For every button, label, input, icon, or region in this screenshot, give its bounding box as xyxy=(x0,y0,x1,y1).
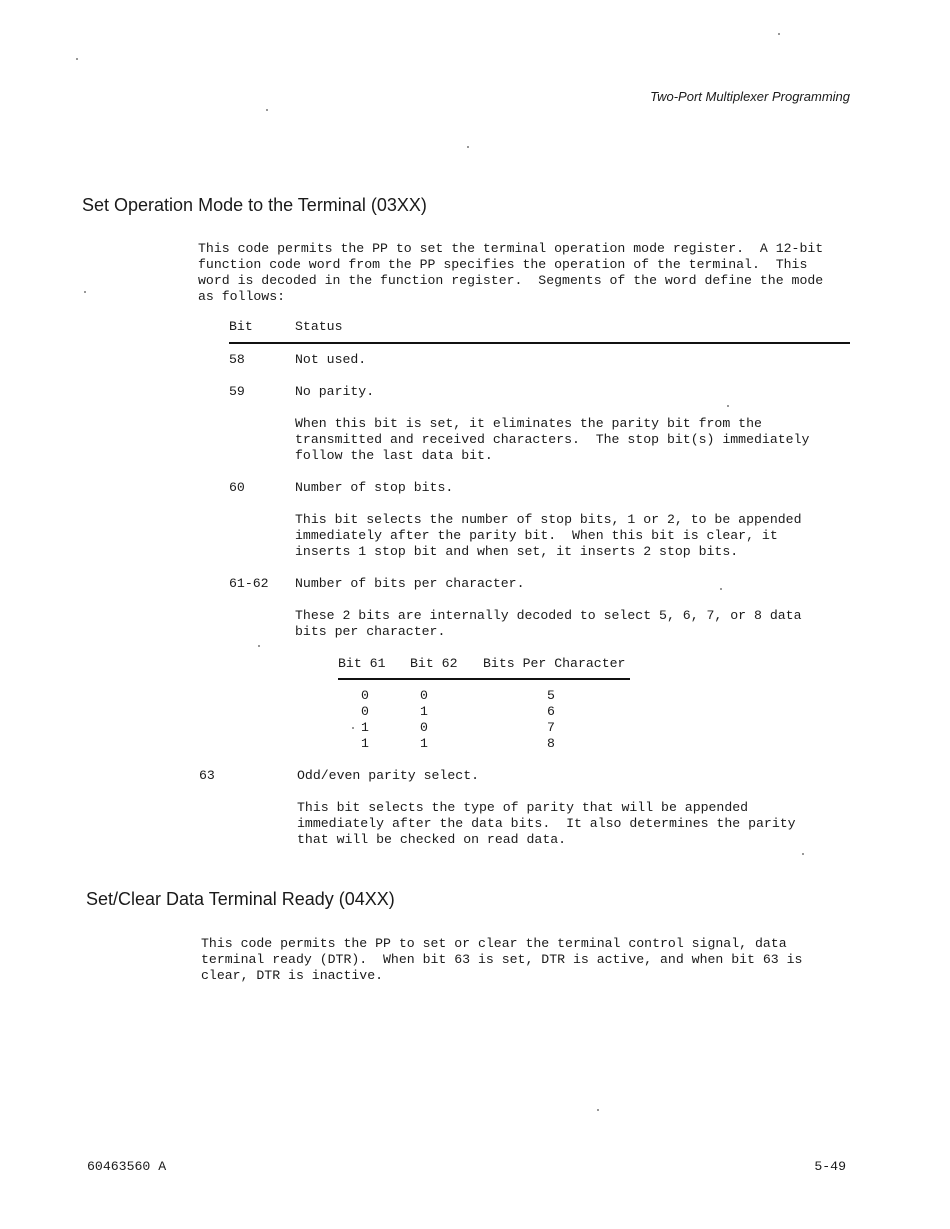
scan-speck xyxy=(84,291,86,293)
subtable-header-bit61: Bit 61 xyxy=(338,656,386,671)
scan-speck xyxy=(76,58,78,60)
text-line: that will be checked on read data. xyxy=(297,832,567,847)
bit-status: Odd/even parity select. xyxy=(297,768,480,783)
bit-number: 58 xyxy=(229,352,245,367)
subtable-cell: 0 xyxy=(420,720,428,735)
section-heading-operation-mode: Set Operation Mode to the Terminal (03XX) xyxy=(82,195,427,215)
text-line: This code permits the PP to set the terminal operation mode register. A 12-bit xyxy=(198,241,824,256)
subtable-cell: 5 xyxy=(547,688,555,703)
bit-description xyxy=(295,416,809,464)
bit-status: No parity. xyxy=(295,384,375,399)
dtr-paragraph xyxy=(201,936,802,984)
subtable-header-bit62: Bit 62 xyxy=(410,656,458,671)
subtable-header-bits-per-char: Bits Per Character xyxy=(483,656,626,671)
scan-speck xyxy=(720,588,722,590)
bit-number: 61-62 xyxy=(229,576,269,591)
bit-number: 60 xyxy=(229,480,245,495)
scan-speck xyxy=(802,853,804,855)
text-line: This bit selects the number of stop bits, 1 or 2, to be appended xyxy=(295,512,802,527)
bit-status: Number of stop bits. xyxy=(295,480,454,495)
scan-speck xyxy=(778,33,780,35)
bit-description xyxy=(295,608,801,640)
text-line: as follows: xyxy=(198,289,286,304)
bit-description xyxy=(295,512,801,560)
text-line: follow the last data bit. xyxy=(295,448,493,463)
page-number: 5-49 xyxy=(814,1159,846,1174)
subtable-cell: 1 xyxy=(361,720,369,735)
text-line: inserts 1 stop bit and when set, it inserts 2 stop bits. xyxy=(295,544,739,559)
text-line: These 2 bits are internally decoded to select 5, 6, 7, or 8 data xyxy=(295,608,802,623)
text-line: This bit selects the type of parity that will be appended xyxy=(297,800,749,815)
text-line: This code permits the PP to set or clear the terminal control signal, data xyxy=(201,936,787,951)
text-line: transmitted and received characters. The stop bit(s) immediately xyxy=(295,432,810,447)
text-line: bits per character. xyxy=(295,624,446,639)
text-line: immediately after the data bits. It also determines the parity xyxy=(297,816,796,831)
text-line: clear, DTR is inactive. xyxy=(201,968,384,983)
text-line: word is decoded in the function register. Segments of the word define the mode xyxy=(198,273,824,288)
column-header-bit: Bit xyxy=(229,319,253,334)
subtable-cell: 1 xyxy=(420,704,428,719)
scan-speck xyxy=(352,727,354,729)
subtable-cell: 1 xyxy=(420,736,428,751)
scan-speck xyxy=(258,645,260,647)
subtable-cell: 0 xyxy=(361,688,369,703)
scan-speck xyxy=(467,146,469,148)
bit-number: 63 xyxy=(199,768,215,783)
text-line: When this bit is set, it eliminates the parity bit from the xyxy=(295,416,762,431)
bit-status: Number of bits per character. xyxy=(295,576,525,591)
bit-status: Not used. xyxy=(295,352,367,367)
subtable-cell: 6 xyxy=(547,704,555,719)
running-title: Two-Port Multiplexer Programming xyxy=(650,89,850,104)
text-line: immediately after the parity bit. When this bit is clear, it xyxy=(295,528,778,543)
subtable-cell: 0 xyxy=(420,688,428,703)
table-header-rule xyxy=(229,342,850,344)
subtable-cell: 1 xyxy=(361,736,369,751)
publication-number: 60463560 A xyxy=(87,1159,167,1174)
subtable-cell: 7 xyxy=(547,720,555,735)
section-heading-dtr: Set/Clear Data Terminal Ready (04XX) xyxy=(86,889,395,909)
subtable-header-rule xyxy=(338,678,630,680)
subtable-cell: 0 xyxy=(361,704,369,719)
text-line: terminal ready (DTR). When bit 63 is set, DTR is active, and when bit 63 is xyxy=(201,952,803,967)
scan-speck xyxy=(266,109,268,111)
intro-paragraph xyxy=(198,241,823,305)
bit-number: 59 xyxy=(229,384,245,399)
column-header-status: Status xyxy=(295,319,343,334)
subtable-cell: 8 xyxy=(547,736,555,751)
text-line: function code word from the PP specifies the operation of the terminal. This xyxy=(198,257,808,272)
bit-description xyxy=(297,800,796,848)
scan-speck xyxy=(597,1109,599,1111)
scan-speck xyxy=(727,405,729,407)
